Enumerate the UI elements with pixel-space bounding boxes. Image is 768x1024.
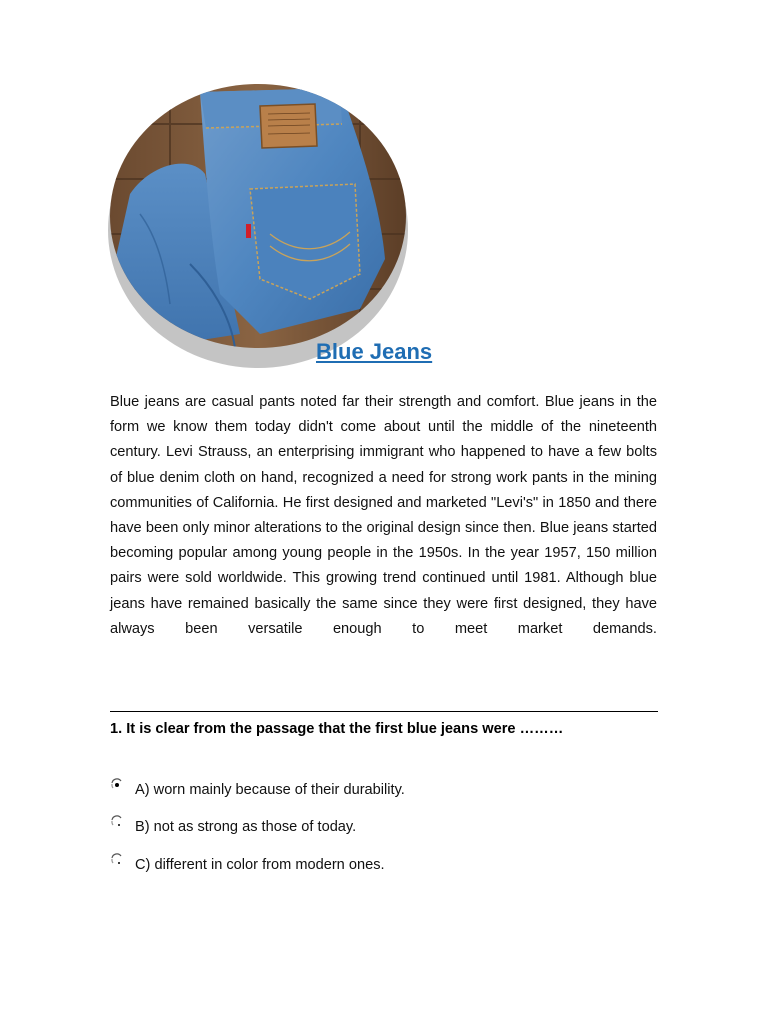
option-c[interactable] xyxy=(110,854,385,876)
option-c-label: C) different in color from modern ones. xyxy=(135,857,385,873)
radio-unselected-icon[interactable] xyxy=(110,853,124,867)
divider xyxy=(110,711,658,712)
option-b-label: B) not as strong as those of today. xyxy=(135,819,357,835)
reading-passage: Blue jeans are casual pants noted far their strength and comfort. Blue jeans in the form we know them today didn't come about until the middle of the nineteenth century. Levi Strauss, an enterprising immigrant who happened to have a few bolts of blue denim cloth on hand, recognized a need for strong work pants in the mining communities of California. He first designed and marketed "Levi's" in 1850 and there have been only minor alterations to the original design since then. Blue jeans started becoming popular among young people in the 1950s. In the year 1957, 150 million pairs were sold worldwide. This growing trend continued until 1981. Although blue jeans have remained basically the same since they were first designed, they have always been versatile enough to meet market demands. xyxy=(110,394,657,637)
page-title: Blue Jeans xyxy=(316,339,433,364)
option-a-label: A) worn mainly because of their durability. xyxy=(135,782,405,798)
option-b[interactable] xyxy=(110,816,356,838)
option-a[interactable] xyxy=(110,779,405,801)
radio-selected-icon[interactable] xyxy=(110,778,124,792)
question-text: 1. It is clear from the passage that the first blue jeans were ……… xyxy=(110,721,564,737)
radio-unselected-icon[interactable] xyxy=(110,815,124,829)
jeans-photo xyxy=(108,84,408,368)
jeans-image xyxy=(110,84,406,348)
